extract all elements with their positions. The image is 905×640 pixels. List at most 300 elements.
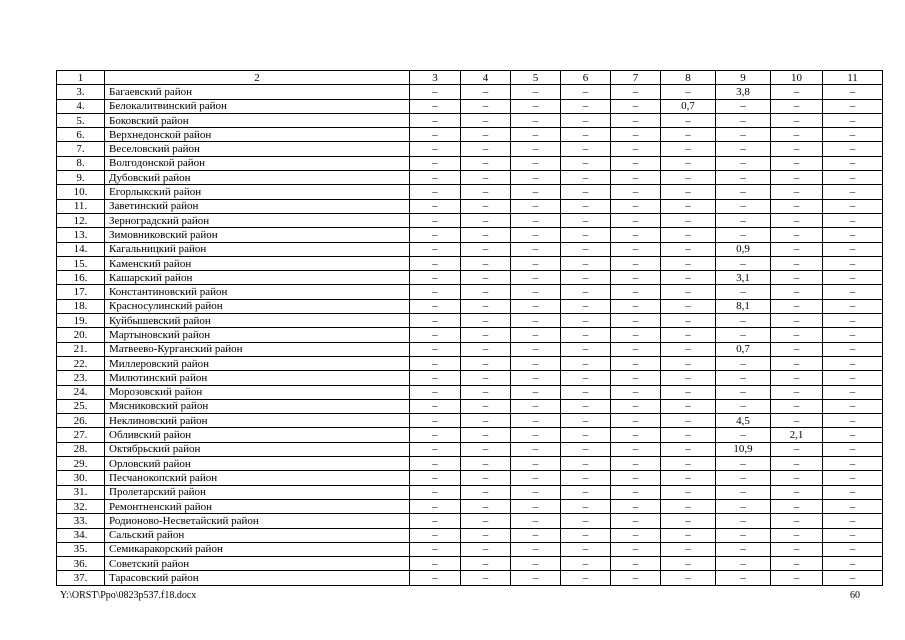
value-cell: –	[771, 185, 823, 199]
value-cell: –	[461, 156, 511, 170]
value-cell: –	[511, 142, 561, 156]
value-cell: –	[410, 314, 461, 328]
value-cell: –	[611, 528, 661, 542]
value-cell: –	[611, 156, 661, 170]
district-name-cell: Сальский район	[105, 528, 410, 542]
value-cell: –	[661, 557, 716, 571]
value-cell: –	[461, 113, 511, 127]
value-cell: –	[823, 528, 883, 542]
value-cell: –	[716, 185, 771, 199]
table-row	[57, 242, 883, 256]
value-cell: –	[511, 99, 561, 113]
table-row	[57, 256, 883, 270]
value-cell: –	[771, 271, 823, 285]
table-row	[57, 328, 883, 342]
value-cell: –	[823, 485, 883, 499]
value-cell: –	[410, 342, 461, 356]
value-cell: –	[661, 499, 716, 513]
value-cell: –	[511, 499, 561, 513]
footer-page-number: 60	[850, 590, 860, 601]
table-row	[57, 557, 883, 571]
value-cell: –	[511, 213, 561, 227]
value-cell: –	[410, 414, 461, 428]
value-cell: –	[461, 442, 511, 456]
table-row	[57, 442, 883, 456]
value-cell: –	[461, 142, 511, 156]
value-cell: –	[823, 314, 883, 328]
table-row	[57, 299, 883, 313]
district-name-cell: Пролетарский район	[105, 485, 410, 499]
value-cell: –	[511, 542, 561, 556]
value-cell: –	[611, 299, 661, 313]
row-number-cell: 5.	[57, 113, 105, 127]
value-cell: –	[410, 142, 461, 156]
value-cell: –	[716, 542, 771, 556]
value-cell: –	[410, 285, 461, 299]
value-cell: –	[611, 199, 661, 213]
value-cell: –	[661, 314, 716, 328]
district-name-cell: Кашарский район	[105, 271, 410, 285]
row-number-cell: 17.	[57, 285, 105, 299]
value-cell: –	[611, 471, 661, 485]
table-row	[57, 113, 883, 127]
value-cell: –	[511, 242, 561, 256]
value-cell: –	[461, 356, 511, 370]
district-name-cell: Дубовский район	[105, 171, 410, 185]
value-cell: –	[561, 385, 611, 399]
value-cell: –	[461, 414, 511, 428]
value-cell: –	[410, 542, 461, 556]
value-cell: –	[771, 542, 823, 556]
value-cell: –	[611, 113, 661, 127]
row-number-cell: 23.	[57, 371, 105, 385]
value-cell: –	[561, 299, 611, 313]
table-row	[57, 342, 883, 356]
value-cell: –	[661, 85, 716, 99]
value-cell: –	[716, 499, 771, 513]
value-cell: –	[661, 299, 716, 313]
value-cell: –	[461, 199, 511, 213]
table-row	[57, 528, 883, 542]
district-name-cell: Боковский район	[105, 113, 410, 127]
value-cell: –	[771, 314, 823, 328]
value-cell: –	[461, 228, 511, 242]
value-cell: –	[561, 356, 611, 370]
value-cell: –	[661, 471, 716, 485]
value-cell: –	[771, 514, 823, 528]
value-cell: –	[561, 142, 611, 156]
value-cell: –	[823, 442, 883, 456]
value-cell: –	[716, 128, 771, 142]
value-cell: –	[771, 128, 823, 142]
value-cell: –	[410, 199, 461, 213]
value-cell: –	[716, 528, 771, 542]
district-name-cell: Неклиновский район	[105, 414, 410, 428]
value-cell: –	[511, 199, 561, 213]
value-cell: –	[561, 285, 611, 299]
value-cell: 3,8	[716, 85, 771, 99]
value-cell: –	[823, 371, 883, 385]
row-number-cell: 22.	[57, 356, 105, 370]
row-number-cell: 25.	[57, 399, 105, 413]
row-number-cell: 11.	[57, 199, 105, 213]
table-row	[57, 142, 883, 156]
value-cell: –	[771, 385, 823, 399]
value-cell: –	[511, 271, 561, 285]
value-cell: –	[823, 199, 883, 213]
table-header-row	[57, 71, 883, 85]
value-cell: –	[661, 228, 716, 242]
value-cell: –	[561, 371, 611, 385]
district-name-cell: Морозовский район	[105, 385, 410, 399]
value-cell: –	[561, 499, 611, 513]
table-row	[57, 128, 883, 142]
value-cell: –	[661, 399, 716, 413]
header-cell: 4	[461, 71, 511, 85]
value-cell: –	[410, 371, 461, 385]
value-cell: –	[661, 457, 716, 471]
table-row	[57, 371, 883, 385]
value-cell: –	[511, 385, 561, 399]
value-cell: –	[561, 256, 611, 270]
district-name-cell: Константиновский район	[105, 285, 410, 299]
value-cell: –	[410, 471, 461, 485]
value-cell: –	[511, 228, 561, 242]
value-cell: –	[511, 314, 561, 328]
table-row	[57, 499, 883, 513]
district-name-cell: Октябрьский район	[105, 442, 410, 456]
value-cell: –	[771, 156, 823, 170]
row-number-cell: 7.	[57, 142, 105, 156]
value-cell: –	[661, 199, 716, 213]
value-cell: –	[661, 428, 716, 442]
value-cell: –	[461, 428, 511, 442]
value-cell: –	[461, 85, 511, 99]
value-cell: –	[561, 514, 611, 528]
value-cell: –	[511, 371, 561, 385]
value-cell: –	[611, 428, 661, 442]
value-cell: –	[716, 113, 771, 127]
value-cell: –	[561, 342, 611, 356]
value-cell: –	[716, 557, 771, 571]
value-cell: –	[511, 356, 561, 370]
district-name-cell: Веселовский район	[105, 142, 410, 156]
row-number-cell: 20.	[57, 328, 105, 342]
value-cell: –	[661, 171, 716, 185]
table-body	[57, 71, 883, 586]
value-cell: –	[771, 571, 823, 585]
value-cell: –	[771, 285, 823, 299]
value-cell: –	[661, 485, 716, 499]
value-cell: –	[823, 85, 883, 99]
value-cell: –	[410, 299, 461, 313]
value-cell: –	[771, 499, 823, 513]
value-cell: –	[823, 113, 883, 127]
value-cell: –	[661, 356, 716, 370]
table-row	[57, 471, 883, 485]
value-cell: –	[771, 342, 823, 356]
value-cell: –	[410, 156, 461, 170]
table-row	[57, 428, 883, 442]
value-cell: –	[511, 442, 561, 456]
value-cell: –	[823, 156, 883, 170]
district-name-cell: Орловский район	[105, 457, 410, 471]
row-number-cell: 34.	[57, 528, 105, 542]
table-row	[57, 356, 883, 370]
value-cell: –	[611, 271, 661, 285]
value-cell: –	[716, 156, 771, 170]
value-cell: –	[716, 571, 771, 585]
value-cell: –	[410, 557, 461, 571]
value-cell: 0,9	[716, 242, 771, 256]
row-number-cell: 19.	[57, 314, 105, 328]
value-cell: –	[511, 557, 561, 571]
value-cell: –	[611, 128, 661, 142]
value-cell: –	[561, 485, 611, 499]
value-cell: –	[461, 371, 511, 385]
value-cell: –	[823, 271, 883, 285]
table-row	[57, 485, 883, 499]
value-cell: –	[771, 299, 823, 313]
value-cell: –	[511, 471, 561, 485]
district-name-cell: Куйбышевский район	[105, 314, 410, 328]
district-name-cell: Мясниковский район	[105, 399, 410, 413]
value-cell: –	[410, 499, 461, 513]
value-cell: –	[561, 228, 611, 242]
value-cell: –	[611, 557, 661, 571]
value-cell: –	[561, 85, 611, 99]
header-cell: 3	[410, 71, 461, 85]
district-name-cell: Каменский район	[105, 256, 410, 270]
value-cell: –	[410, 228, 461, 242]
value-cell: –	[823, 428, 883, 442]
row-number-cell: 31.	[57, 485, 105, 499]
value-cell: –	[410, 271, 461, 285]
value-cell: –	[823, 542, 883, 556]
value-cell: –	[410, 399, 461, 413]
district-name-cell: Семикаракорский район	[105, 542, 410, 556]
value-cell: –	[611, 213, 661, 227]
table-row	[57, 185, 883, 199]
table-row	[57, 314, 883, 328]
table-row	[57, 271, 883, 285]
value-cell: –	[461, 571, 511, 585]
value-cell: –	[561, 571, 611, 585]
value-cell: –	[410, 356, 461, 370]
value-cell: –	[410, 242, 461, 256]
value-cell: –	[461, 328, 511, 342]
value-cell: –	[611, 285, 661, 299]
value-cell: –	[561, 457, 611, 471]
district-name-cell: Обливский район	[105, 428, 410, 442]
header-cell: 8	[661, 71, 716, 85]
value-cell: –	[461, 471, 511, 485]
value-cell: –	[716, 199, 771, 213]
row-number-cell: 26.	[57, 414, 105, 428]
row-number-cell: 33.	[57, 514, 105, 528]
value-cell: –	[823, 471, 883, 485]
table-row	[57, 85, 883, 99]
row-number-cell: 35.	[57, 542, 105, 556]
value-cell: –	[461, 256, 511, 270]
row-number-cell: 12.	[57, 213, 105, 227]
value-cell: –	[771, 457, 823, 471]
value-cell: –	[461, 185, 511, 199]
value-cell: –	[716, 314, 771, 328]
value-cell: –	[410, 213, 461, 227]
header-cell: 7	[611, 71, 661, 85]
value-cell: –	[511, 113, 561, 127]
value-cell: –	[661, 271, 716, 285]
value-cell: –	[561, 542, 611, 556]
value-cell: –	[611, 571, 661, 585]
row-number-cell: 21.	[57, 342, 105, 356]
value-cell: –	[511, 485, 561, 499]
table-row	[57, 514, 883, 528]
row-number-cell: 27.	[57, 428, 105, 442]
value-cell: –	[771, 371, 823, 385]
row-number-cell: 28.	[57, 442, 105, 456]
value-cell: –	[410, 328, 461, 342]
row-number-cell: 13.	[57, 228, 105, 242]
district-name-cell: Багаевский район	[105, 85, 410, 99]
value-cell: –	[611, 185, 661, 199]
value-cell: –	[771, 242, 823, 256]
footer-file-path: Y:\ORST\Ppo\0823p537.f18.docx	[60, 590, 197, 601]
district-name-cell: Заветинский район	[105, 199, 410, 213]
value-cell: –	[461, 514, 511, 528]
value-cell: –	[771, 399, 823, 413]
value-cell: –	[410, 442, 461, 456]
value-cell: –	[661, 385, 716, 399]
value-cell: –	[823, 256, 883, 270]
value-cell: 2,1	[771, 428, 823, 442]
value-cell: –	[771, 442, 823, 456]
district-name-cell: Ремонтненский район	[105, 499, 410, 513]
table-row	[57, 213, 883, 227]
value-cell: –	[716, 228, 771, 242]
value-cell: –	[823, 185, 883, 199]
value-cell: –	[511, 299, 561, 313]
value-cell: 3,1	[716, 271, 771, 285]
district-name-cell: Миллеровский район	[105, 356, 410, 370]
value-cell: –	[771, 256, 823, 270]
value-cell: –	[823, 171, 883, 185]
value-cell: –	[661, 285, 716, 299]
value-cell: –	[410, 113, 461, 127]
value-cell: –	[823, 399, 883, 413]
district-name-cell: Мартыновский район	[105, 328, 410, 342]
value-cell: –	[461, 542, 511, 556]
data-table	[56, 70, 883, 586]
district-name-cell: Тарасовский район	[105, 571, 410, 585]
value-cell: –	[823, 514, 883, 528]
value-cell: –	[410, 485, 461, 499]
district-name-cell: Кагальницкий район	[105, 242, 410, 256]
value-cell: –	[611, 399, 661, 413]
row-number-cell: 37.	[57, 571, 105, 585]
district-name-cell: Песчанокопский район	[105, 471, 410, 485]
value-cell: –	[716, 457, 771, 471]
value-cell: –	[611, 514, 661, 528]
value-cell: –	[771, 471, 823, 485]
value-cell: –	[716, 399, 771, 413]
value-cell: –	[823, 356, 883, 370]
row-number-cell: 14.	[57, 242, 105, 256]
value-cell: –	[716, 285, 771, 299]
district-name-cell: Волгодонской район	[105, 156, 410, 170]
value-cell: 0,7	[716, 342, 771, 356]
value-cell: –	[561, 199, 611, 213]
row-number-cell: 6.	[57, 128, 105, 142]
value-cell: –	[561, 113, 611, 127]
value-cell: –	[823, 385, 883, 399]
value-cell: –	[823, 328, 883, 342]
value-cell: –	[661, 442, 716, 456]
header-cell: 5	[511, 71, 561, 85]
value-cell: –	[511, 528, 561, 542]
value-cell: –	[716, 256, 771, 270]
table-row	[57, 571, 883, 585]
value-cell: –	[771, 228, 823, 242]
table-row	[57, 285, 883, 299]
value-cell: –	[410, 457, 461, 471]
table-row	[57, 399, 883, 413]
value-cell: –	[561, 156, 611, 170]
value-cell: –	[561, 414, 611, 428]
value-cell: –	[716, 99, 771, 113]
row-number-cell: 30.	[57, 471, 105, 485]
value-cell: –	[511, 256, 561, 270]
value-cell: –	[461, 171, 511, 185]
value-cell: –	[611, 542, 661, 556]
value-cell: –	[511, 85, 561, 99]
value-cell: –	[461, 128, 511, 142]
value-cell: –	[511, 328, 561, 342]
value-cell: –	[461, 499, 511, 513]
value-cell: –	[611, 314, 661, 328]
value-cell: –	[823, 128, 883, 142]
value-cell: –	[611, 85, 661, 99]
value-cell: 0,7	[661, 99, 716, 113]
value-cell: –	[771, 142, 823, 156]
value-cell: –	[410, 256, 461, 270]
value-cell: –	[561, 328, 611, 342]
value-cell: –	[823, 228, 883, 242]
value-cell: –	[661, 156, 716, 170]
value-cell: –	[661, 542, 716, 556]
row-number-cell: 3.	[57, 85, 105, 99]
header-cell: 11	[823, 71, 883, 85]
value-cell: –	[511, 128, 561, 142]
value-cell: –	[561, 213, 611, 227]
value-cell: 4,5	[716, 414, 771, 428]
row-number-cell: 10.	[57, 185, 105, 199]
value-cell: –	[611, 228, 661, 242]
value-cell: –	[511, 171, 561, 185]
header-cell: 10	[771, 71, 823, 85]
value-cell: –	[823, 242, 883, 256]
value-cell: –	[661, 528, 716, 542]
value-cell: –	[611, 485, 661, 499]
header-cell: 2	[105, 71, 410, 85]
value-cell: –	[771, 328, 823, 342]
table-row	[57, 542, 883, 556]
district-name-cell: Зерноградский район	[105, 213, 410, 227]
table-row	[57, 414, 883, 428]
value-cell: –	[461, 385, 511, 399]
value-cell: –	[661, 514, 716, 528]
